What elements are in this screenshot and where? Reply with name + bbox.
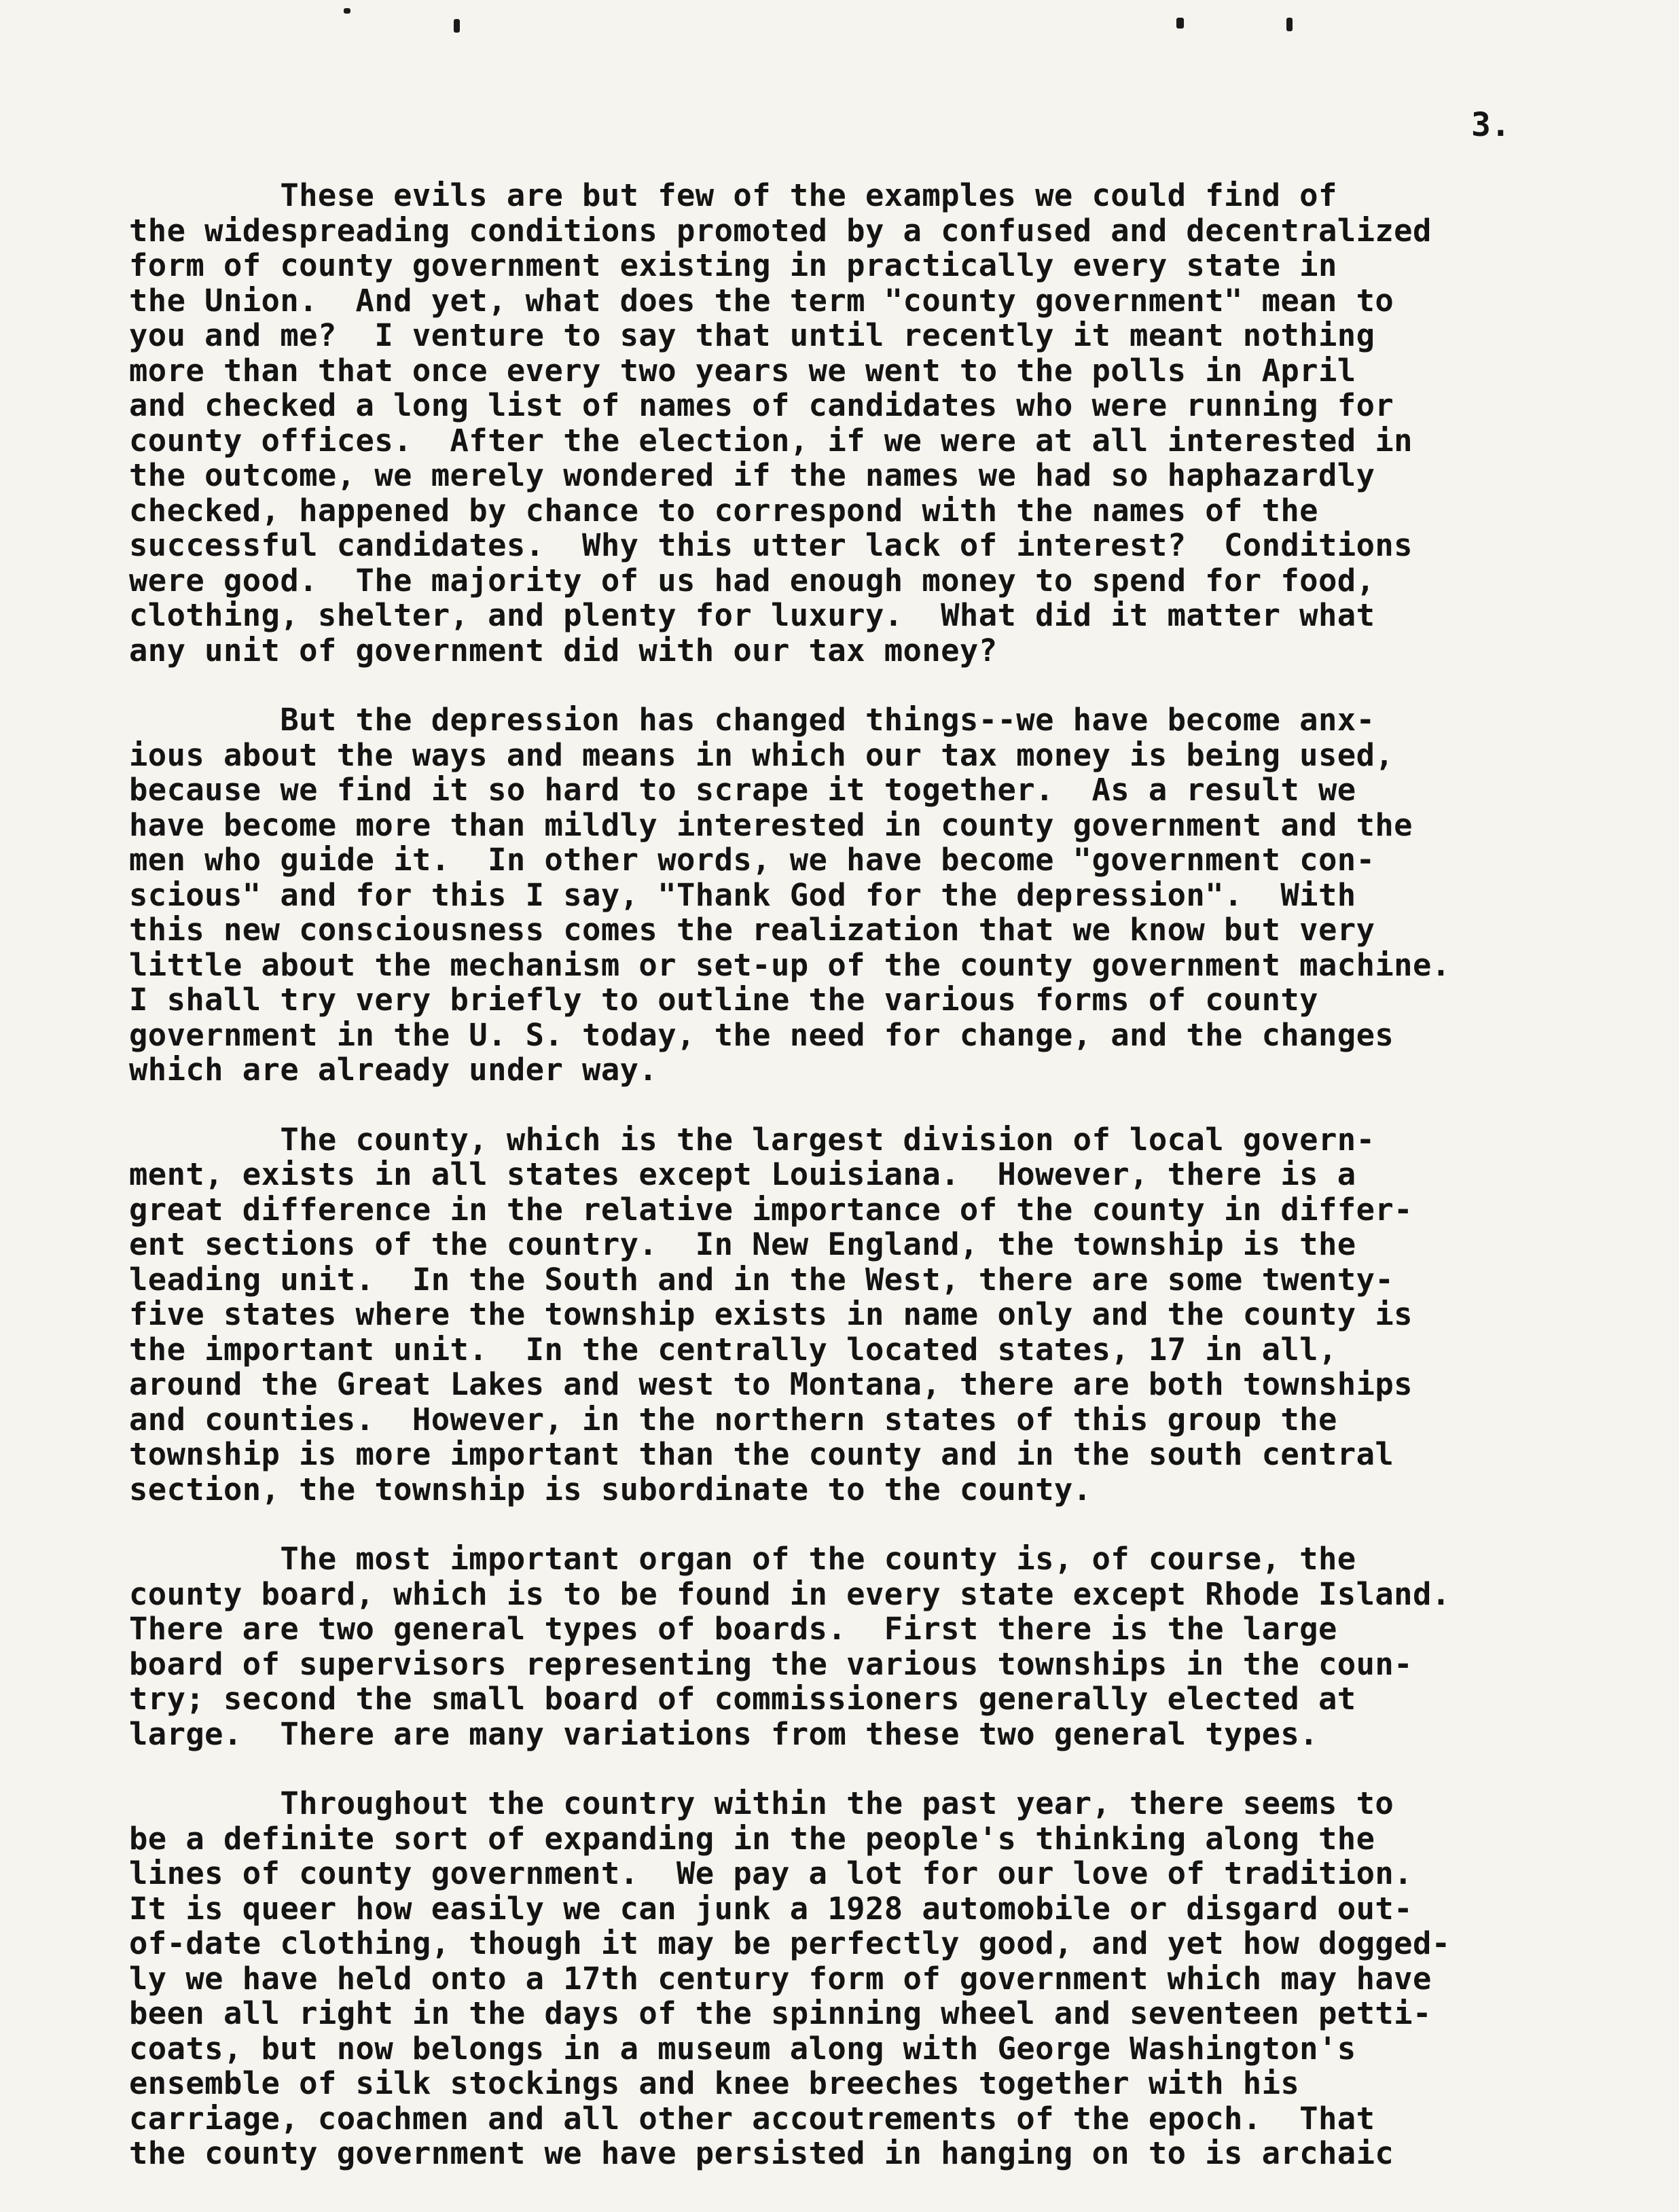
text-line: the outcome, we merely wondered if the names we had so haphazardly bbox=[129, 457, 1375, 493]
text-line: great difference in the relative importance of the county in differ- bbox=[129, 1191, 1413, 1228]
paragraph-3 bbox=[129, 1122, 1569, 1508]
text-line: county offices. After the election, if we were at all interested in bbox=[129, 422, 1413, 459]
text-line: successful candidates. Why this utter lack of interest? Conditions bbox=[129, 527, 1413, 563]
text-line: more than that once every two years we went to the polls in April bbox=[129, 352, 1356, 389]
text-line: form of county government existing in practically every state in bbox=[129, 247, 1337, 283]
text-line: scious" and for this I say, "Thank God for the depression". With bbox=[129, 876, 1356, 913]
text-line: try; second the small board of commissioners generally elected at bbox=[129, 1681, 1356, 1717]
text-line: little about the mechanism or set-up of the county government machine. bbox=[129, 946, 1451, 983]
text-line: of-date clothing, though it may be perfectly good, and yet how dogged- bbox=[129, 1925, 1451, 1961]
text-line: large. There are many variations from these two general types. bbox=[129, 1715, 1318, 1752]
paragraph-1 bbox=[129, 178, 1569, 668]
text-line: Throughout the country within the past year, there seems to bbox=[129, 1785, 1394, 1821]
text-line: It is queer how easily we can junk a 1928 automobile or disgard out- bbox=[129, 1890, 1413, 1927]
text-line: I shall try very briefly to outline the various forms of county bbox=[129, 982, 1318, 1018]
text-line: board of supervisors representing the various townships in the coun- bbox=[129, 1645, 1413, 1682]
body-text bbox=[129, 178, 1569, 2206]
text-line: But the depression has changed things--we have become anx- bbox=[129, 702, 1375, 738]
text-line: ent sections of the country. In New England, the township is the bbox=[129, 1226, 1356, 1262]
text-line: coats, but now belongs in a museum along with George Washington's bbox=[129, 2030, 1356, 2067]
text-line: government in the U. S. today, the need for change, and the changes bbox=[129, 1016, 1394, 1053]
text-line: the Union. And yet, what does the term "county government" mean to bbox=[129, 282, 1394, 319]
text-line: be a definite sort of expanding in the people's thinking along the bbox=[129, 1820, 1375, 1857]
text-line: were good. The majority of us had enough money to spend for food, bbox=[129, 562, 1375, 599]
text-line: The most important organ of the county is, of course, the bbox=[129, 1541, 1356, 1577]
text-line: men who guide it. In other words, we have become "government con- bbox=[129, 842, 1375, 878]
text-line: clothing, shelter, and plenty for luxury. What did it matter what bbox=[129, 597, 1375, 633]
text-line: the county government we have persisted in hanging on to is archaic bbox=[129, 2135, 1394, 2171]
text-line: lines of county government. We pay a lot for our love of tradition. bbox=[129, 1855, 1413, 1891]
text-line: five states where the township exists in name only and the county is bbox=[129, 1296, 1413, 1332]
paragraph-5 bbox=[129, 1786, 1569, 2171]
binding-hole-mark bbox=[344, 8, 350, 14]
binding-hole-mark bbox=[454, 19, 460, 33]
text-line: section, the township is subordinate to the county. bbox=[129, 1471, 1092, 1508]
text-line: any unit of government did with our tax money? bbox=[129, 632, 998, 668]
paragraph-2 bbox=[129, 702, 1569, 1088]
text-line: township is more important than the county and in the south central bbox=[129, 1436, 1394, 1472]
text-line: There are two general types of boards. First there is the large bbox=[129, 1611, 1337, 1647]
text-line: which are already under way. bbox=[129, 1052, 658, 1088]
text-line: ious about the ways and means in which our tax money is being used, bbox=[129, 736, 1394, 773]
binding-hole-mark bbox=[1286, 18, 1293, 31]
text-line: checked, happened by chance to correspond with the names of the bbox=[129, 492, 1318, 529]
text-line: the important unit. In the centrally located states, 17 in all, bbox=[129, 1331, 1337, 1368]
text-line: been all right in the days of the spinning wheel and seventeen petti- bbox=[129, 1995, 1432, 2031]
text-line: this new consciousness comes the realization that we know but very bbox=[129, 912, 1375, 948]
text-line: carriage, coachmen and all other accoutrements of the epoch. That bbox=[129, 2100, 1375, 2137]
text-line: and checked a long list of names of candidates who were running for bbox=[129, 387, 1394, 423]
text-line: because we find it so hard to scrape it together. As a result we bbox=[129, 772, 1356, 808]
paragraph-4 bbox=[129, 1541, 1569, 1751]
text-line: The county, which is the largest division of local govern- bbox=[129, 1121, 1375, 1158]
text-line: the widespreading conditions promoted by a confused and decentralized bbox=[129, 212, 1432, 249]
text-line: around the Great Lakes and west to Montana, there are both townships bbox=[129, 1366, 1413, 1402]
text-line: leading unit. In the South and in the West, there are some twenty- bbox=[129, 1261, 1394, 1298]
text-line: county board, which is to be found in every state except Rhode Island. bbox=[129, 1575, 1451, 1612]
binding-hole-mark bbox=[1176, 18, 1184, 29]
page-number: 3. bbox=[1471, 106, 1511, 144]
text-line: ensemble of silk stockings and knee breeches together with his bbox=[129, 2065, 1300, 2101]
text-line: ment, exists in all states except Louisiana. However, there is a bbox=[129, 1156, 1356, 1192]
text-line: ly we have held onto a 17th century form of government which may have bbox=[129, 1960, 1432, 1997]
text-line: These evils are but few of the examples we could find of bbox=[129, 177, 1337, 213]
text-line: and counties. However, in the northern states of this group the bbox=[129, 1401, 1337, 1438]
text-line: have become more than mildly interested in county government and the bbox=[129, 806, 1413, 843]
text-line: you and me? I venture to say that until recently it meant nothing bbox=[129, 317, 1375, 353]
